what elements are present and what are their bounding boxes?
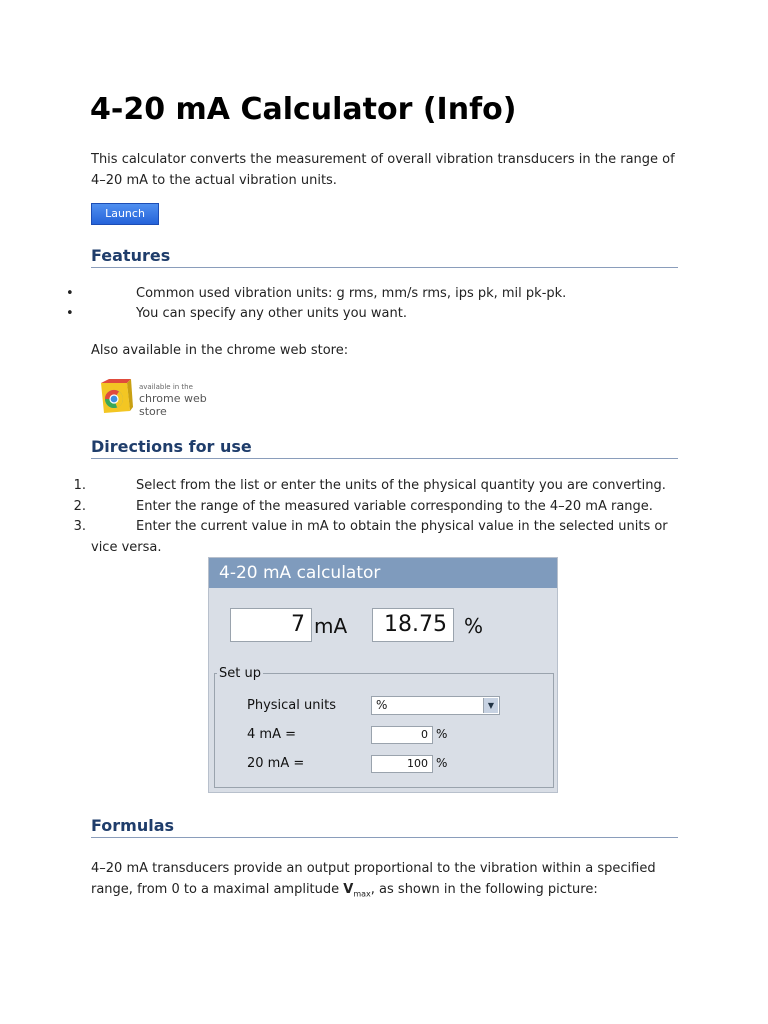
physical-units-label: Physical units [247, 698, 336, 713]
direction-text: Enter the range of the measured variable corresponding to the 4–20 mA range. [136, 499, 653, 514]
vmax-subscript: max [353, 889, 371, 899]
percent-input[interactable]: 18.75 [372, 608, 454, 642]
ma-unit-label: mA [314, 614, 348, 638]
low-range-unit: % [436, 727, 448, 741]
list-number: 3. [73, 519, 86, 534]
low-range-input[interactable]: 0 [371, 726, 433, 744]
high-range-unit: % [436, 756, 448, 770]
directions-heading: Directions for use [91, 437, 678, 459]
formulas-text-line2 [91, 879, 598, 905]
direction-text-continued: vice versa. [91, 540, 162, 555]
formulas-line2-end: , as shown in the following picture: [370, 882, 598, 897]
vmax-letter: V [343, 882, 354, 897]
bullet-icon: • [66, 306, 74, 321]
badge-big-text: chrome web store [139, 392, 207, 418]
badge-small-text: available in the [139, 383, 193, 391]
formulas-line2-start: range, from 0 to a maximal amplitude [91, 882, 344, 897]
ma-input[interactable]: 7 [230, 608, 312, 642]
vmax-symbol [343, 882, 371, 897]
list-number: 2. [73, 499, 86, 514]
chrome-store-icon [97, 377, 133, 415]
high-range-input[interactable]: 100 [371, 755, 433, 773]
calculator-widget [208, 557, 558, 793]
launch-button[interactable]: Launch [91, 203, 159, 225]
dropdown-arrow-icon[interactable]: ▼ [483, 698, 498, 713]
direction-text: Enter the current value in mA to obtain the physical value in the selected units or [136, 519, 668, 534]
high-range-label: 20 mA = [247, 756, 305, 771]
store-text: Also available in the chrome web store: [91, 343, 349, 358]
setup-legend: Set up [219, 666, 261, 681]
features-heading: Features [91, 246, 678, 268]
direction-text: Select from the list or enter the units of the physical quantity you are converting. [136, 478, 666, 493]
page-title: 4-20 mA Calculator (Info) [90, 92, 517, 127]
physical-units-value: % [376, 698, 388, 712]
percent-unit-label: % [464, 614, 484, 638]
calculator-title: 4-20 mA calculator [209, 558, 557, 588]
feature-text: Common used vibration units: g rms, mm/s rms, ips pk, mil pk-pk. [136, 286, 567, 301]
low-range-label: 4 mA = [247, 727, 296, 742]
formulas-heading: Formulas [91, 816, 678, 838]
formulas-text-line1: 4–20 mA transducers provide an output proportional to the vibration within a specified [91, 861, 656, 876]
bullet-icon: • [66, 286, 74, 301]
intro-paragraph: This calculator converts the measurement of overall vibration transducers in the range of 4–20 mA to the actual vibration units. [91, 152, 675, 188]
chrome-web-store-badge[interactable] [97, 375, 237, 417]
list-number: 1. [73, 478, 86, 493]
physical-units-select[interactable] [371, 696, 500, 715]
feature-text: You can specify any other units you want. [136, 306, 407, 321]
